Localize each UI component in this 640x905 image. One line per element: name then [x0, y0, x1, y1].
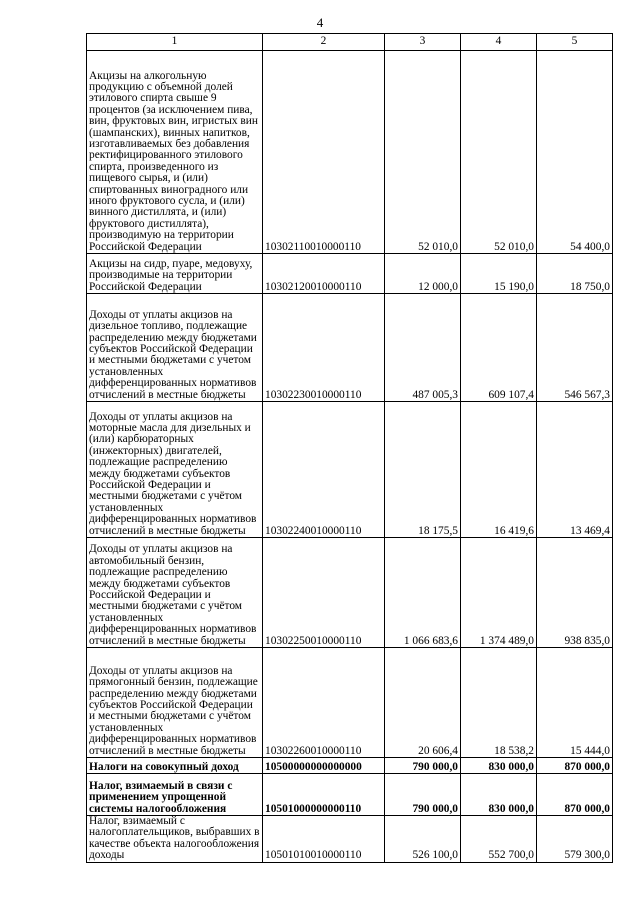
- table-row: [87, 648, 613, 758]
- row-code-cell: 10501010010000110: [263, 816, 385, 863]
- row-value-col5: 18 750,0: [537, 254, 613, 294]
- row-code-cell: 10302230010000110: [263, 294, 385, 402]
- table-row: [87, 538, 613, 648]
- row-name-cell: Доходы от уплаты акцизов на автомобильный бензин, подлежащие распределению между бюджетами субъектов Российской Федерации и местными бюджетами с учётом установленных дифференцированных нормативов отчислений в местные бюджеты: [87, 538, 263, 648]
- row-value-col3: 1 066 683,6: [385, 538, 461, 648]
- row-value-col3: 790 000,0: [385, 758, 461, 774]
- row-value-col5: 13 469,4: [537, 402, 613, 538]
- row-name-cell: Доходы от уплаты акцизов на дизельное топливо, подлежащие распределению между бюджетами субъектов Российской Федерации и местными бюджетами с учетом установленных дифференцированных нормативов отчислений в местные бюджеты: [87, 294, 263, 402]
- row-code-cell: 10302260010000110: [263, 648, 385, 758]
- table-row: [87, 294, 613, 402]
- row-value-col4: 830 000,0: [461, 774, 537, 816]
- row-code-cell: 10302120010000110: [263, 254, 385, 294]
- table-row: [87, 774, 613, 816]
- budget-table: [86, 33, 613, 863]
- row-value-col3: 12 000,0: [385, 254, 461, 294]
- header-row: [87, 34, 613, 51]
- row-value-col3: 790 000,0: [385, 774, 461, 816]
- header-cell-5: 5: [537, 34, 613, 51]
- page-number: 4: [316, 15, 324, 30]
- row-value-col5: 15 444,0: [537, 648, 613, 758]
- header-cell-1: 1: [87, 34, 263, 51]
- row-name-cell: Налог, взимаемый с налогоплательщиков, выбравших в качестве объекта налогообложения доходы: [87, 816, 263, 863]
- row-value-col4: 52 010,0: [461, 51, 537, 254]
- table-row: [87, 51, 613, 254]
- row-code-cell: 10302240010000110: [263, 402, 385, 538]
- row-name-cell: Налоги на совокупный доход: [87, 758, 263, 774]
- row-value-col3: 487 005,3: [385, 294, 461, 402]
- row-value-col5: 579 300,0: [537, 816, 613, 863]
- row-value-col4: 1 374 489,0: [461, 538, 537, 648]
- row-value-col4: 18 538,2: [461, 648, 537, 758]
- header-cell-4: 4: [461, 34, 537, 51]
- row-code-cell: 10500000000000000: [263, 758, 385, 774]
- row-code-cell: 10302250010000110: [263, 538, 385, 648]
- row-value-col5: 546 567,3: [537, 294, 613, 402]
- row-value-col4: 830 000,0: [461, 758, 537, 774]
- table-row: [87, 402, 613, 538]
- table-row: [87, 254, 613, 294]
- row-name-cell: Налог, взимаемый в связи с применением упрощенной системы налогообложения: [87, 774, 263, 816]
- row-name-cell: Доходы от уплаты акцизов на моторные масла для дизельных и (или) карбюраторных (инжекторных) двигателей, подлежащие распределению между бюджетами субъектов Российской Федерации и местными бюджетами с учётом установленных дифференцированных нормативов отчислений в местные бюджеты: [87, 402, 263, 538]
- row-value-col4: 16 419,6: [461, 402, 537, 538]
- row-name-cell: Акцизы на алкогольную продукцию с объемной долей этилового спирта свыше 9 процентов (за исключением пива, вин, фруктовых вин, игристых вин (шампанских), винных напитков, изготавливаемых без добавления ректифицированного этилового спирта, произведенного из пищевого сырья, и (или) спиртованных виноградного или иного фруктового сусла, и (или) винного дистиллята, и (или) фруктового дистиллята), производимую на территории Российской Федерации: [87, 51, 263, 254]
- row-code-cell: 10302110010000110: [263, 51, 385, 254]
- row-code-cell: 10501000000000110: [263, 774, 385, 816]
- row-value-col5: 54 400,0: [537, 51, 613, 254]
- row-value-col5: 870 000,0: [537, 758, 613, 774]
- row-value-col5: 870 000,0: [537, 774, 613, 816]
- row-value-col3: 20 606,4: [385, 648, 461, 758]
- row-value-col4: 609 107,4: [461, 294, 537, 402]
- row-value-col4: 15 190,0: [461, 254, 537, 294]
- row-value-col3: 526 100,0: [385, 816, 461, 863]
- row-value-col4: 552 700,0: [461, 816, 537, 863]
- row-value-col5: 938 835,0: [537, 538, 613, 648]
- row-value-col3: 52 010,0: [385, 51, 461, 254]
- row-value-col3: 18 175,5: [385, 402, 461, 538]
- table-row: [87, 816, 613, 863]
- row-name-cell: Акцизы на сидр, пуаре, медовуху, производимые на территории Российской Федерации: [87, 254, 263, 294]
- table-row: [87, 758, 613, 774]
- row-name-cell: Доходы от уплаты акцизов на прямогонный бензин, подлежащие распределению между бюджетами субъектов Российской Федерации и местными бюджетами с учётом установленных дифференцированных нормативов отчислений в местные бюджеты: [87, 648, 263, 758]
- header-cell-3: 3: [385, 34, 461, 51]
- header-cell-2: 2: [263, 34, 385, 51]
